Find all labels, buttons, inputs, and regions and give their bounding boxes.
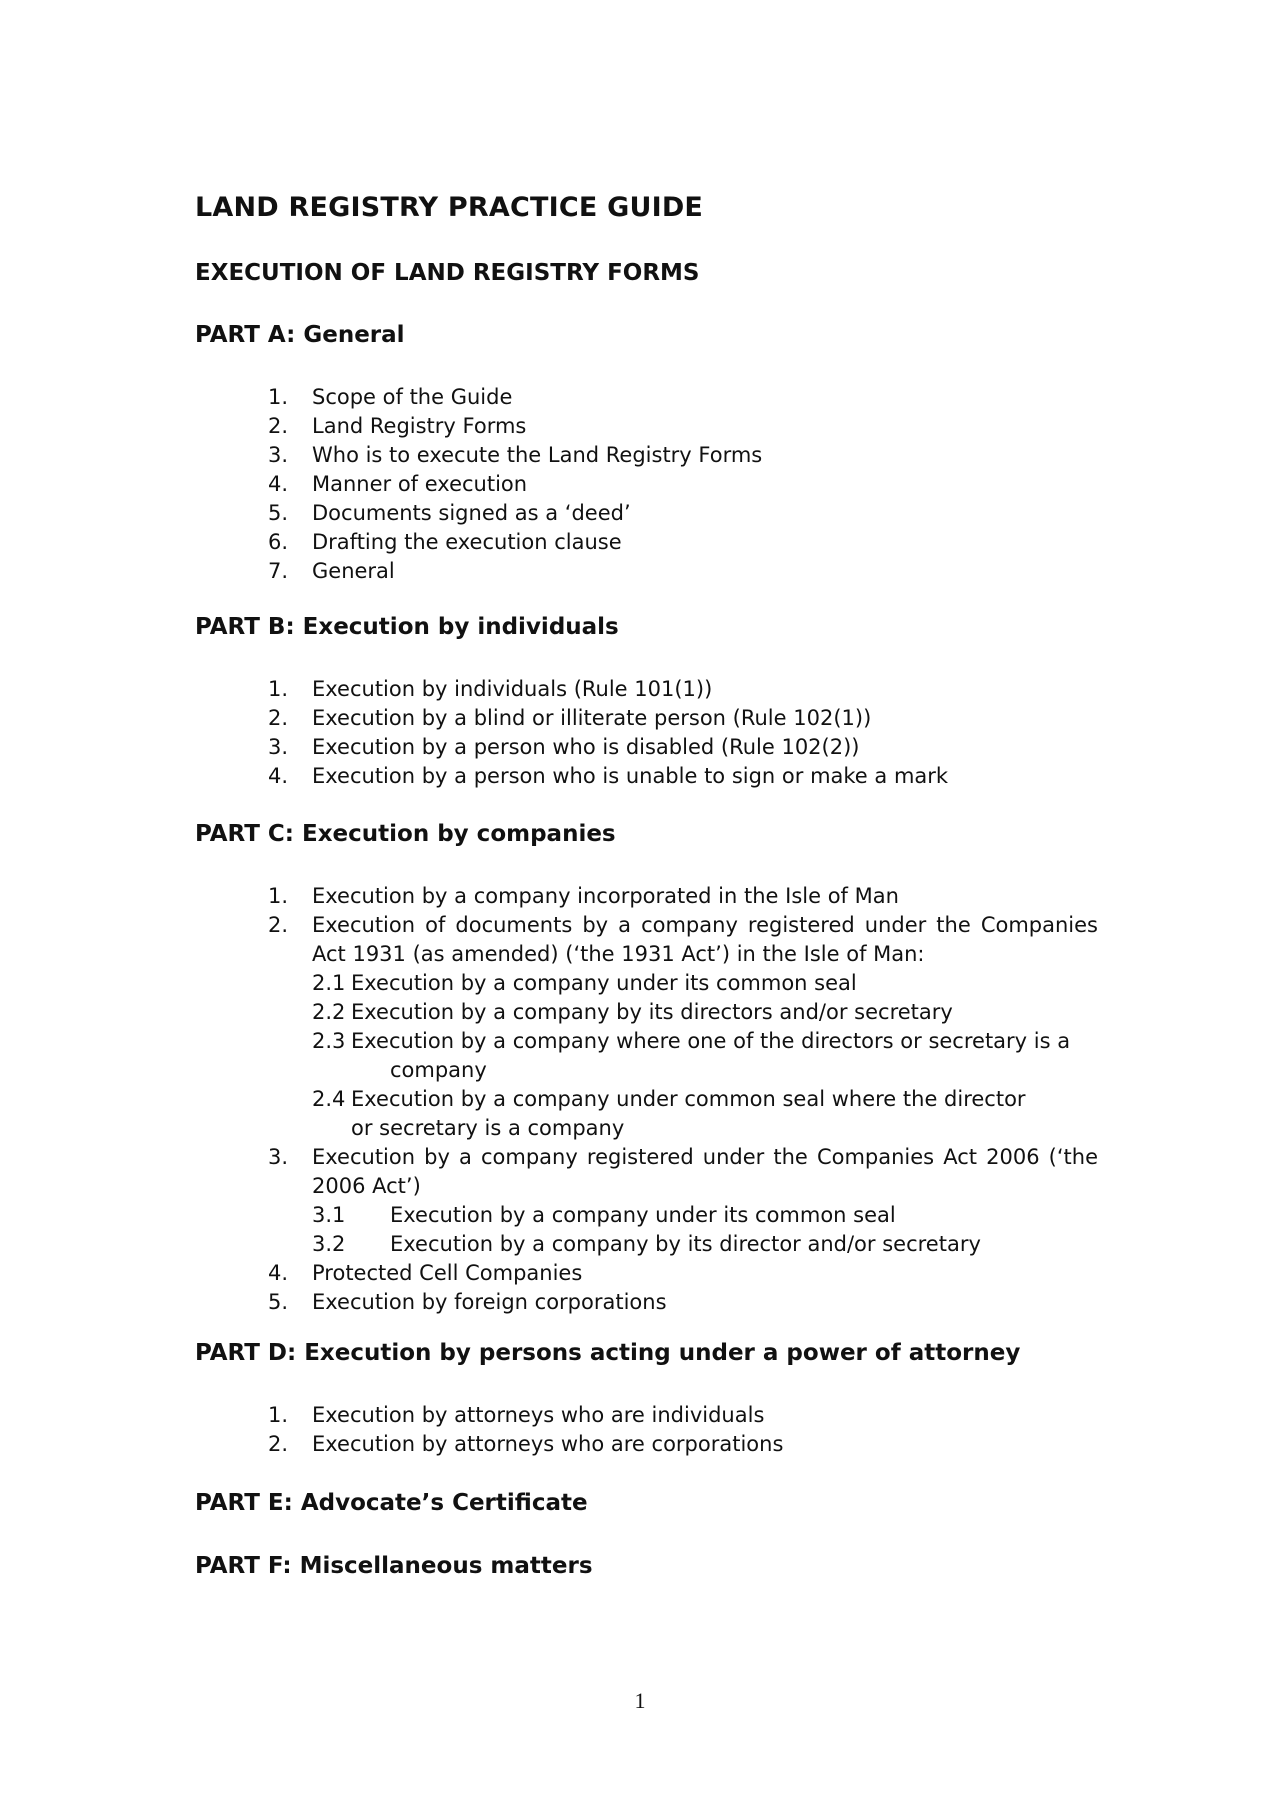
part-b-list [268, 675, 1098, 791]
part-c-list [268, 882, 1098, 1317]
part-a-list [268, 383, 1098, 586]
sub-list [312, 969, 1098, 1143]
item-text: Execution by a blind or illiterate person (Rule 102(1)) [312, 706, 872, 730]
part-d-list [268, 1401, 1098, 1459]
sub-item-number: 3.2 [312, 1232, 346, 1256]
item-text: Execution by a company registered under the Companies Act 2006 (‘the 2006 Act’) [312, 1145, 1098, 1198]
part-d-heading: PART D: Execution by persons acting under a power of attorney [195, 1340, 1021, 1366]
part-c-heading: PART C: Execution by companies [195, 821, 616, 847]
item-number: 1. [268, 884, 289, 908]
item-number: 5. [268, 501, 289, 525]
sub-list-item [312, 998, 1098, 1027]
list-item [268, 470, 1098, 499]
item-number: 4. [268, 1261, 289, 1285]
sub-item-continuation: company [390, 1058, 487, 1082]
list-item [268, 675, 1098, 704]
list-item [268, 1288, 1098, 1317]
item-text: Execution by a person who is disabled (Rule 102(2)) [312, 735, 860, 759]
item-text: Execution by foreign corporations [312, 1290, 667, 1314]
list-item [268, 412, 1098, 441]
item-number: 4. [268, 764, 289, 788]
sub-item-number: 2.3 [312, 1029, 346, 1053]
item-text: Drafting the execution clause [312, 530, 622, 554]
item-number: 2. [268, 414, 289, 438]
sub-item-text: Execution by a company by its directors and/or secretary [351, 1000, 953, 1024]
item-number: 3. [268, 1145, 289, 1169]
item-text: Execution by a company incorporated in the Isle of Man [312, 884, 899, 908]
list-item [268, 762, 1098, 791]
item-text: Protected Cell Companies [312, 1261, 583, 1285]
item-text: Who is to execute the Land Registry Forms [312, 443, 763, 467]
sub-list-item [312, 1230, 1098, 1259]
item-number: 3. [268, 735, 289, 759]
sub-item-number: 3.1 [312, 1203, 346, 1227]
item-text: Execution by a person who is unable to sign or make a mark [312, 764, 949, 788]
document-subtitle: EXECUTION OF LAND REGISTRY FORMS [195, 260, 700, 286]
item-number: 1. [268, 677, 289, 701]
sub-item-text: Execution by a company where one of the directors or secretary is a [351, 1029, 1071, 1053]
list-item [268, 383, 1098, 412]
item-text: General [312, 559, 395, 583]
item-text: Manner of execution [312, 472, 528, 496]
sub-list-item [312, 1201, 1098, 1230]
item-text: Execution by attorneys who are individuals [312, 1403, 765, 1427]
item-text: Execution of documents by a company registered under the Companies Act 1931 (as amended) (‘the 1931 Act’) in the Isle of Man: [312, 913, 1098, 966]
list-item [268, 528, 1098, 557]
list-item [268, 1430, 1098, 1459]
page-number: 1 [634, 1688, 646, 1713]
sub-list-item [312, 1027, 1098, 1085]
item-number: 1. [268, 385, 289, 409]
list-item [268, 733, 1098, 762]
list-item [268, 911, 1098, 1143]
item-text: Execution by individuals (Rule 101(1)) [312, 677, 713, 701]
list-item [268, 557, 1098, 586]
item-number: 7. [268, 559, 289, 583]
item-text: Scope of the Guide [312, 385, 513, 409]
item-number: 2. [268, 1432, 289, 1456]
list-item [268, 1143, 1098, 1259]
sub-item-text: Execution by a company under its common seal [390, 1203, 896, 1227]
part-a-heading: PART A: General [195, 322, 405, 348]
item-number: 4. [268, 472, 289, 496]
sub-item-number: 2.2 [312, 1000, 346, 1024]
list-item [268, 882, 1098, 911]
sub-list-item [312, 969, 1098, 998]
part-b-heading: PART B: Execution by individuals [195, 614, 619, 640]
part-e-heading: PART E: Advocate’s Certificate [195, 1490, 588, 1516]
part-f-heading: PART F: Miscellaneous matters [195, 1553, 593, 1579]
sub-list [312, 1201, 1098, 1259]
sub-item-number: 2.4 [312, 1087, 346, 1111]
item-text: Documents signed as a ‘deed’ [312, 501, 631, 525]
list-item [268, 441, 1098, 470]
item-number: 1. [268, 1403, 289, 1427]
list-item [268, 704, 1098, 733]
sub-item-text: Execution by a company under common seal where the director or secretary is a company [351, 1087, 1026, 1140]
item-text: Execution by attorneys who are corporations [312, 1432, 784, 1456]
item-number: 2. [268, 913, 289, 937]
list-item [268, 1259, 1098, 1288]
sub-item-number: 2.1 [312, 971, 346, 995]
list-item [268, 1401, 1098, 1430]
item-text: Land Registry Forms [312, 414, 527, 438]
item-number: 2. [268, 706, 289, 730]
item-number: 3. [268, 443, 289, 467]
list-item [268, 499, 1098, 528]
document-title: LAND REGISTRY PRACTICE GUIDE [195, 192, 704, 223]
sub-list-item [312, 1085, 1098, 1143]
item-number: 5. [268, 1290, 289, 1314]
item-number: 6. [268, 530, 289, 554]
sub-item-text: Execution by a company under its common seal [351, 971, 857, 995]
sub-item-text: Execution by a company by its director and/or secretary [390, 1232, 981, 1256]
